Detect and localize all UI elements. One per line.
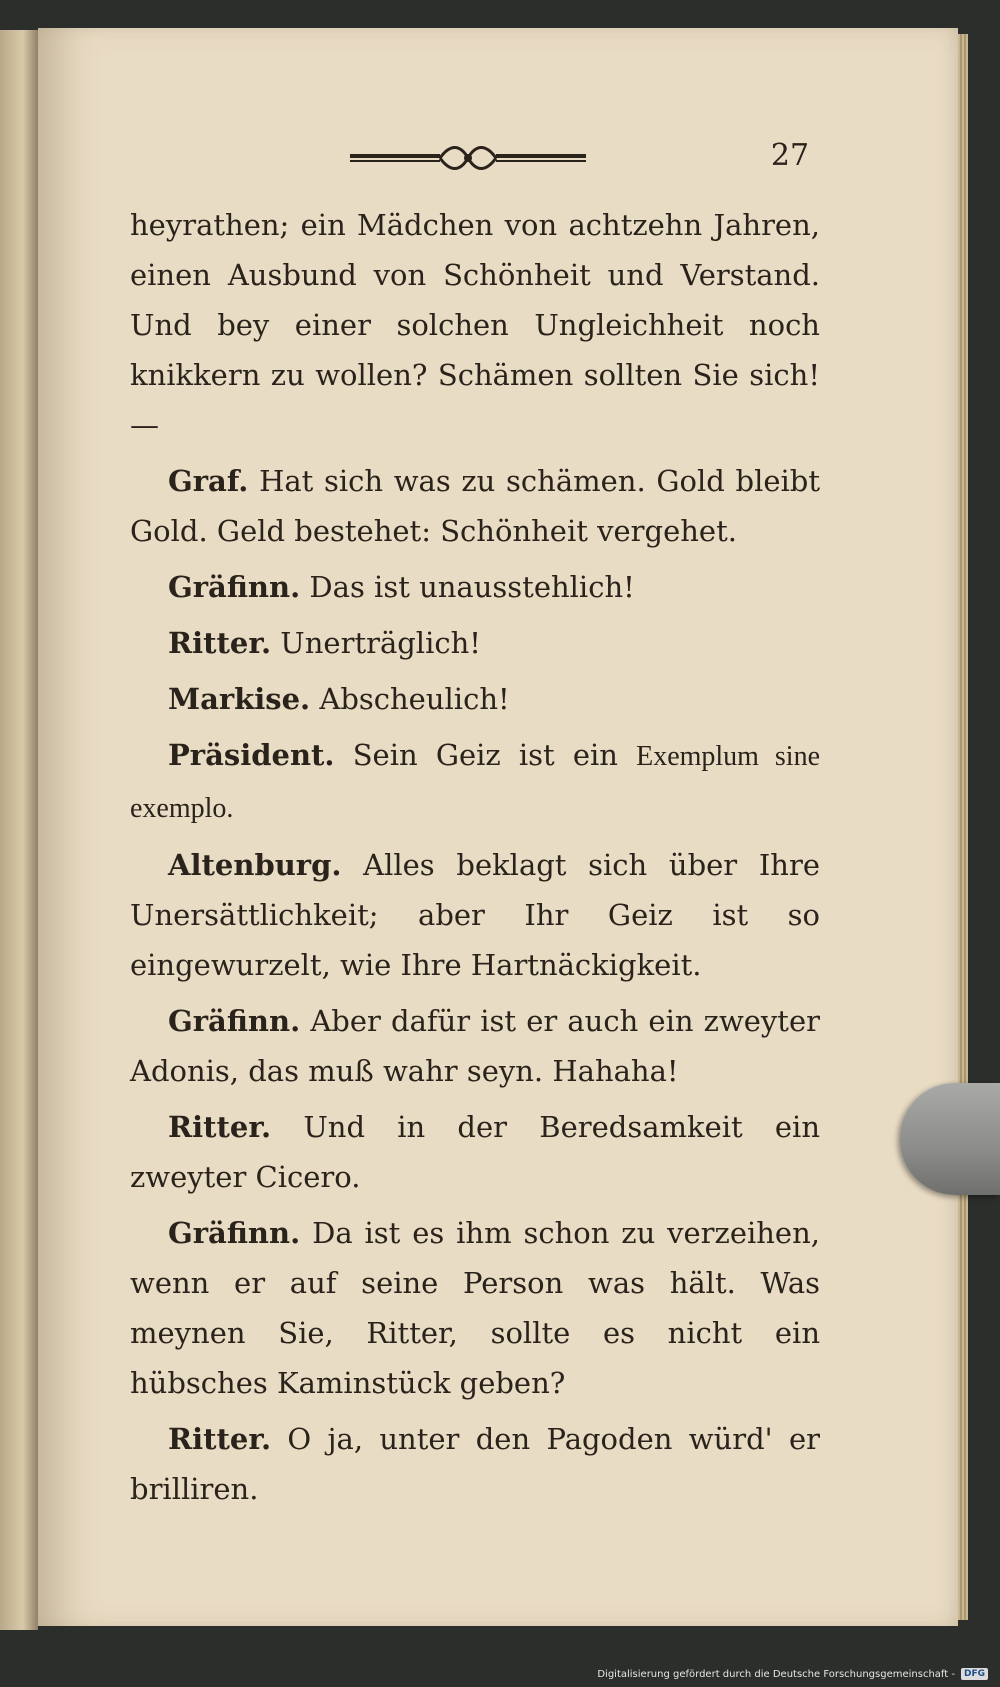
dialogue-paragraph (130, 1102, 820, 1202)
speaker-name: Ritter. (168, 1422, 272, 1456)
dialogue-text: Hat sich was zu schämen. Gold bleibt Gold. Geld bestehet: Schönheit vergehet. (130, 464, 820, 548)
dialogue-paragraph (130, 730, 820, 834)
dialogue-paragraph (130, 618, 820, 668)
decorative-rule-ornament-icon (350, 142, 586, 174)
dialogue-paragraph (130, 996, 820, 1096)
speaker-name: Markise. (168, 682, 311, 716)
speaker-name: Altenburg. (168, 848, 342, 882)
page-stack-edge (958, 34, 968, 1620)
speaker-name: Ritter. (168, 626, 272, 660)
page-number: 27 (770, 138, 810, 173)
dialogue-text: Sein Geiz ist ein (352, 738, 618, 772)
dialogue-text: Da ist es ihm schon zu verzeihen, wenn er auf seine Person was hält. Was meynen Sie, Ritter, sollte es nicht ein hübsches Kaminstück geben? (130, 1216, 820, 1400)
dialogue-text: Aber dafür ist er auch ein zweyter Adonis, das muß wahr seyn. Hahaha! (130, 1004, 820, 1088)
dialogue-text: Unerträglich! (280, 626, 481, 660)
dialogue-text: Und in der Beredsamkeit ein zweyter Cicero. (130, 1110, 821, 1194)
dialogue-text: O ja, unter den Pagoden würd' er brilliren. (130, 1422, 821, 1506)
speaker-name: Präsident. (168, 738, 335, 772)
paragraph (130, 200, 820, 450)
credit-text: Digitalisierung gefördert durch die Deutsche Forschungsgemeinschaft - (597, 1668, 955, 1680)
page-body-text (130, 200, 820, 1520)
speaker-name: Graf. (168, 464, 249, 498)
dfg-logo-icon: DFG (961, 1668, 988, 1680)
speaker-name: Ritter. (168, 1110, 272, 1144)
dialogue-paragraph (130, 840, 820, 990)
dialogue-paragraph (130, 674, 820, 724)
dialogue-text: Abscheulich! (319, 682, 510, 716)
dialogue-paragraph (130, 562, 820, 612)
dialogue-text: Alles beklagt sich über Ihre Unersättlichkeit; aber Ihr Geiz ist so eingewurzelt, wie Ihre Hartnäckigkeit. (130, 848, 820, 982)
dialogue-paragraph (130, 456, 820, 556)
paragraph-text: heyrathen; ein Mädchen von achtzehn Jahren, einen Ausbund von Schönheit und Verstand. Und bey einer solchen Ungleichheit noch knikkern zu wollen? Schämen sollten Sie sich! — (130, 208, 820, 442)
dialogue-paragraph (130, 1208, 820, 1408)
dialogue-paragraph (130, 1414, 820, 1514)
speaker-name: Gräfinn. (168, 1004, 301, 1038)
bookmark-tab (900, 1083, 1000, 1195)
dialogue-text: Das ist unausstehlich! (309, 570, 635, 604)
previous-page-edge (0, 30, 38, 1630)
digitization-credit (597, 1665, 988, 1683)
speaker-name: Gräfinn. (168, 570, 301, 604)
latin-phrase: Exemplum sine exemplo. (130, 741, 820, 824)
speaker-name: Gräfinn. (168, 1216, 301, 1250)
